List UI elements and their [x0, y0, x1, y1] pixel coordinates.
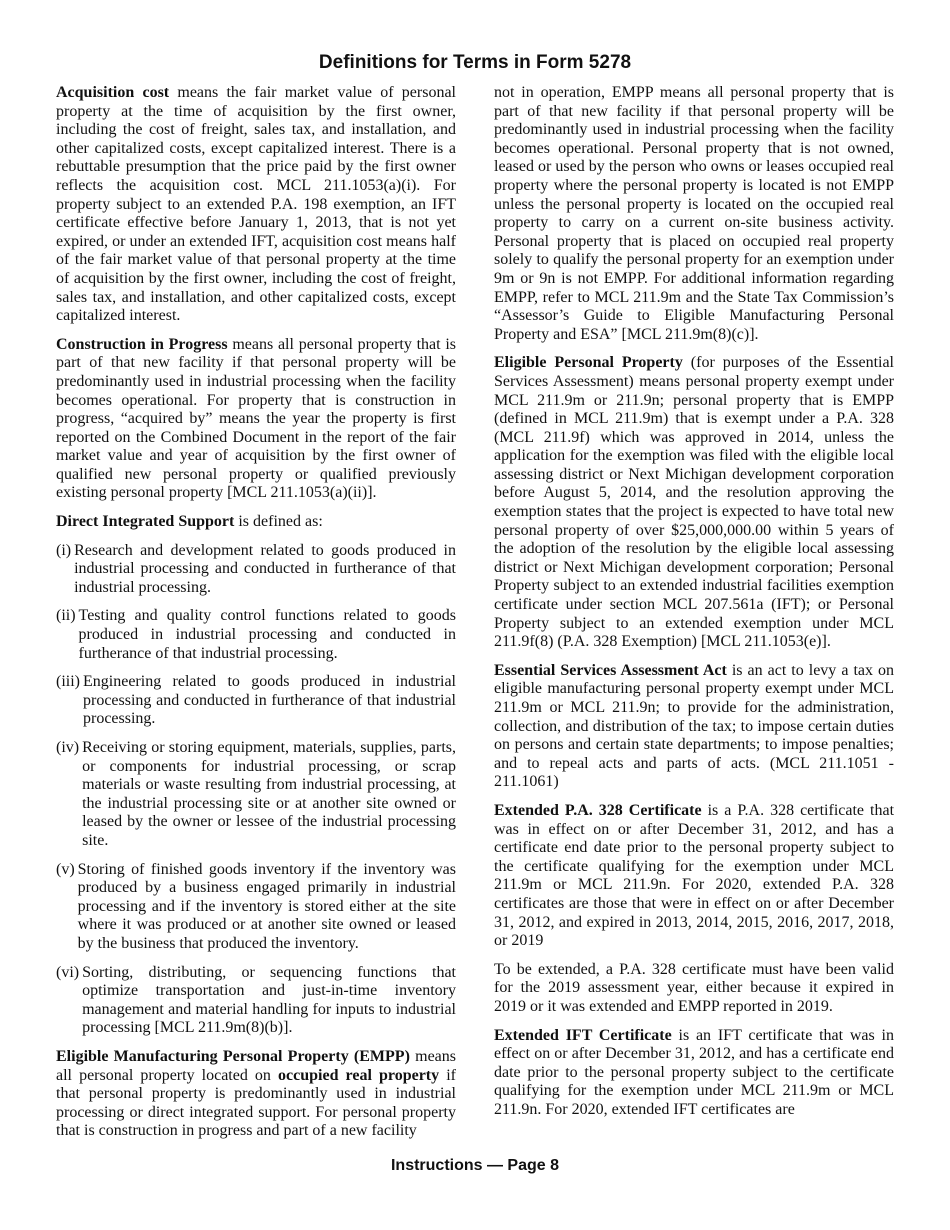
term-extended-ift: Extended IFT Certificate — [494, 1026, 672, 1044]
list-item-number: (v) — [56, 860, 75, 878]
definition-extended-ift — [494, 1027, 894, 1120]
list-item-number: (iv) — [56, 739, 80, 756]
left-column — [56, 84, 456, 1151]
definition-construction-in-progress — [56, 336, 456, 503]
definition-text: means all personal property that is part of that new facility if that personal property will be predominantly used in industrial processing when the facility becomes operational. For property that is construction in progress, “acquired by” means the year the property is first reported on the Combined Document in the report of the fair market value and year of acquisition by the first owner of qualified new personal property or qualified previously existing personal property [MCL 211.1053(a)(ii)]. — [56, 335, 457, 502]
definition-essential-services-assessment-act — [494, 662, 894, 792]
definition-empp-continued: not in operation, EMPP means all personal property that is part of that new facility if that personal property will be predominantly used in industrial processing when the facility becomes operational. Personal property that is not owned, leased or used by the person who owns or leases occupied real property where the personal property is located is not EMPP unless the personal property is located on the occupied real property to carry on a current on-site business activity. Personal property that is placed on occupied real property solely to qualify the personal property for an exemption under 9m or 9n is not EMPP. For additional information regarding EMPP, refer to MCL 211.9m and the State Tax Commission’s “Assessor’s Guide to Eligible Manufacturing Personal Property and ESA” [MCL 211.9m(8)(c)]. — [494, 84, 894, 343]
list-item — [56, 964, 456, 1038]
list-item-text: Receiving or storing equipment, materials, supplies, parts, or components for industrial processing, or scrap materials or waste resulting from industrial processing, at the industrial processing site or at another site owned or leased by the owner or lessee of the industrial processing site. — [82, 739, 456, 849]
list-item — [56, 861, 456, 954]
list-item-text: Testing and quality control functions related to goods produced in industrial processing and conducted in furtherance of that industrial processing. — [78, 607, 456, 662]
list-item-text: Storing of finished goods inventory if the inventory was produced by a business engaged primarily in industrial processing and if the inventory is stored either at the site where it was produced or at another site owned or leased by the business that produced the inventory. — [77, 860, 456, 952]
right-column — [494, 84, 894, 1129]
list-item-number: (ii) — [56, 607, 76, 625]
definition-text: is defined as: — [234, 513, 323, 531]
list-item-text: Engineering related to goods produced in industrial processing and conducted in furtherance of that industrial processing. — [83, 673, 456, 728]
term-occupied-real-property: occupied real property — [278, 1066, 440, 1084]
pa328-note: To be extended, a P.A. 328 certificate must have been valid for the 2019 assessment year, either because it expired in 2019 or it was extended and EMPP reported in 2019. — [494, 960, 894, 1015]
definition-eligible-personal-property — [494, 354, 894, 652]
definition-direct-integrated-support — [56, 513, 456, 532]
list-item-text: Sorting, distributing, or sequencing functions that optimize transportation and just-in-time inventory management and material handling for inputs to industrial processing [MCL 211.9m(8)(b)]. — [82, 963, 456, 1037]
list-item-number: (i) — [56, 541, 72, 559]
definition-text: means all personal property located on — [56, 1047, 457, 1084]
definition-text: is an IFT certificate that was in effect on or after December 31, 2012, and has a certificate end date prior to the personal property subject to the certificate qualifying for the exemption under MCL 211.9m or MCL 211.9n. For 2020, extended IFT certificates are — [494, 1026, 894, 1118]
term-acquisition-cost: Acquisition cost — [56, 84, 170, 101]
list-item-text: Research and development related to goods produced in industrial processing and conducted in furtherance of that industrial processing. — [74, 541, 456, 596]
definition-extended-pa328 — [494, 802, 894, 951]
definition-text: is an act to levy a tax on eligible manufacturing personal property exempt under MCL 211.9m or MCL 211.9n; to provide for the administration, collection, and distribution of the tax; to impose certain duties on persons and certain state departments; to impose penalties; and to repeal acts and parts of acts. (MCL 211.1051 - 211.1061) — [494, 661, 894, 791]
term-construction-in-progress: Construction in Progress — [56, 335, 228, 353]
definition-empp — [56, 1048, 456, 1141]
term-direct-integrated-support: Direct Integrated Support — [56, 513, 235, 531]
term-extended-pa328: Extended P.A. 328 Certificate — [494, 801, 702, 819]
list-item — [56, 673, 456, 729]
page-title: Definitions for Terms in Form 5278 — [318, 52, 632, 73]
definition-text: (for purposes of the Essential Services Assessment) means personal property exempt under MCL 211.9m or 211.9n; personal property that is EMPP (defined in MCL 211.9m) that is exempt under a P.A. 328 (MCL 211.9f) which was approved in 2014, unless the application for the exemption was filed with the eligible local assessing district or Next Michigan development corporation before August 5, 2014, and the resolution approving the exemption states that the project is expected to have total new personal property of over $25,000,000.00 within 5 years of the adoption of the resolution by the eligible local assessing district or Next Michigan development corporation; Personal Property subject to an extended industrial facilities exemption certificate under section MCL 207.561a (IFT); or Personal Property subject to an extended exemption under MCL 211.9f(8) (P.A. 328 Exemption) [MCL 211.1053(e)]. — [494, 354, 895, 651]
page-footer: Instructions — Page 8 — [390, 1157, 560, 1174]
definition-text: if that personal property is predominantly used in industrial processing or direct integrated support. For personal property that is construction in progress and part of a new facility — [56, 1066, 456, 1140]
list-item — [56, 739, 456, 851]
term-empp: Eligible Manufacturing Personal Property (EMPP) — [56, 1047, 410, 1065]
list-item-number: (iii) — [56, 673, 80, 691]
list-item — [56, 542, 456, 598]
definition-text: is a P.A. 328 certificate that was in effect on or after December 31, 2012, and has a certificate end date prior to the personal property subject to the certificate qualifying for the exemption under MCL 211.9m or MCL 211.9n. For 2020, extended P.A. 328 certificates are those that were in effect on or after December 31, 2012, and expired in 2013, 2014, 2015, 2016, 2017, 2018, or 2019 — [494, 801, 895, 950]
definition-text: means the fair market value of personal property at the time of acquisition by the first owner, including the cost of freight, sales tax, and installation, and other capitalized costs, except capitalized interest. There is a rebuttable presumption that the price paid by the first owner reflects the acquisition cost. MCL 211.1053(a)(i). For property subject to an extended P.A. 198 exemption, an IFT certificate effective before January 1, 2013, that is not yet expired, or under an extended IFT, acquisition cost means half of the fair market value of that personal property at the time of acquisition by the first owner, including the cost of freight, sales tax, and installation, and other capitalized costs, except capitalized interest. — [56, 84, 456, 325]
definition-acquisition-cost — [56, 84, 456, 326]
term-eligible-personal-property: Eligible Personal Property — [494, 354, 683, 372]
term-essential-services-assessment-act: Essential Services Assessment Act — [494, 661, 727, 679]
list-item-number: (vi) — [56, 963, 80, 981]
list-item — [56, 607, 456, 663]
